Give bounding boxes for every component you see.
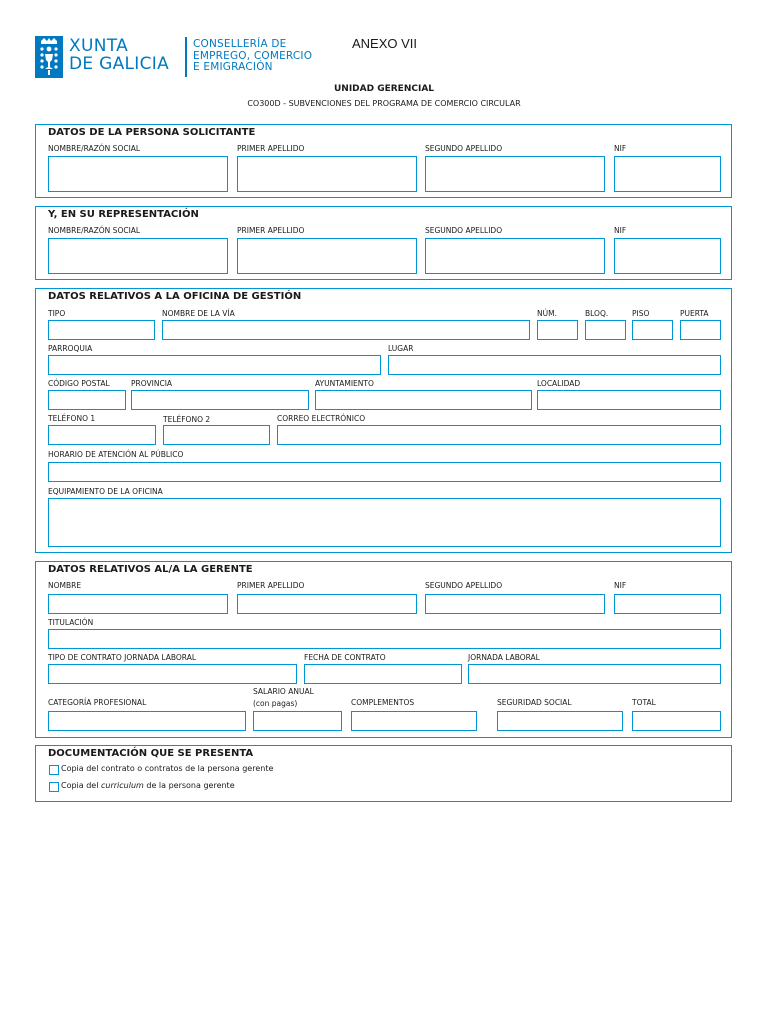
- complementos-input[interactable]: [351, 711, 477, 731]
- lugar-label: LUGAR: [388, 344, 414, 353]
- ayuntamiento-label: AYUNTAMIENTO: [315, 379, 374, 388]
- logo-wordmark: [69, 37, 169, 73]
- tel1-input[interactable]: [48, 425, 156, 445]
- xunta-logo: [35, 36, 335, 80]
- department-name: [193, 39, 312, 74]
- equipamiento-label: EQUIPAMIENTO DE LA OFICINA: [48, 487, 163, 496]
- cp-label: CÓDIGO POSTAL: [48, 379, 110, 388]
- titulacion-label: TITULACIÓN: [48, 618, 94, 627]
- primer-apellido-label: PRIMER APELLIDO: [237, 581, 305, 590]
- curriculum-label-post: de la persona gerente: [143, 781, 235, 790]
- email-input[interactable]: [277, 425, 721, 445]
- contrato-input[interactable]: [48, 664, 297, 684]
- horario-label: HORARIO DE ATENCIÓN AL PÚBLICO: [48, 450, 184, 459]
- representante-segundo-apellido-input[interactable]: [425, 238, 605, 274]
- department-line-2: EMPREGO, COMERCIO: [193, 49, 313, 62]
- gerente-nif-input[interactable]: [614, 594, 721, 614]
- categoria-label: CATEGORÍA PROFESIONAL: [48, 698, 147, 707]
- num-label: NÚM.: [537, 309, 557, 318]
- section-title: DOCUMENTACIÓN QUE SE PRESENTA: [48, 748, 254, 759]
- solicitante-segundo-apellido-input[interactable]: [425, 156, 605, 192]
- section-solicitante: [35, 124, 732, 198]
- categoria-input[interactable]: [48, 711, 246, 731]
- section-gerente: [35, 561, 732, 738]
- unit-title: UNIDAD GERENCIAL: [333, 84, 435, 94]
- tipo-label: TIPO: [48, 309, 66, 318]
- curriculum-checkbox-label: [61, 781, 235, 790]
- department-line-1: CONSELLERÍA DE: [193, 38, 287, 50]
- nif-label: NIF: [614, 144, 627, 153]
- nif-label: NIF: [614, 581, 627, 590]
- num-input[interactable]: [537, 320, 578, 340]
- contrato-checkbox[interactable]: [49, 765, 59, 775]
- section-title: DATOS RELATIVOS AL/A LA GERENTE: [48, 564, 253, 575]
- gerente-nombre-input[interactable]: [48, 594, 228, 614]
- salario-label-line-2: (con pagas): [253, 699, 298, 708]
- section-title: DATOS RELATIVOS A LA OFICINA DE GESTIÓN: [48, 291, 302, 302]
- representante-nombre-input[interactable]: [48, 238, 228, 274]
- titulacion-input[interactable]: [48, 629, 721, 649]
- salario-label-line-1: SALARIO ANUAL: [253, 687, 314, 696]
- piso-input[interactable]: [632, 320, 673, 340]
- equipamiento-input[interactable]: [48, 498, 721, 547]
- curriculum-label-pre: Copia del: [61, 781, 101, 790]
- nombre-label: NOMBRE: [48, 581, 82, 590]
- representante-primer-apellido-input[interactable]: [237, 238, 417, 274]
- anexo-label: ANEXO VII: [352, 36, 418, 51]
- provincia-label: PROVINCIA: [131, 379, 173, 388]
- unit-subtitle: CO300D - SUBVENCIONES DEL PROGRAMA DE COMERCIO CIRCULAR: [247, 99, 521, 108]
- puerta-input[interactable]: [680, 320, 721, 340]
- complementos-label: COMPLEMENTOS: [351, 698, 415, 707]
- jornada-label: JORNADA LABORAL: [468, 653, 540, 662]
- section-title: DATOS DE LA PERSONA SOLICITANTE: [48, 127, 256, 138]
- representante-nif-input[interactable]: [614, 238, 721, 274]
- section-oficina: [35, 288, 732, 553]
- gerente-segundo-apellido-input[interactable]: [425, 594, 605, 614]
- fecha-label: FECHA DE CONTRATO: [304, 653, 386, 662]
- solicitante-primer-apellido-input[interactable]: [237, 156, 417, 192]
- seguridad-input[interactable]: [497, 711, 623, 731]
- provincia-input[interactable]: [131, 390, 309, 410]
- galicia-coat-of-arms-icon: [35, 36, 63, 78]
- seguridad-label: SEGURIDAD SOCIAL: [497, 698, 572, 707]
- segundo-apellido-label: SEGUNDO APELLIDO: [425, 144, 503, 153]
- section-title: Y, EN SU REPRESENTACIÓN: [48, 209, 199, 220]
- salario-input[interactable]: [253, 711, 342, 731]
- curriculum-label-emphasis: curriculum: [101, 781, 144, 790]
- lugar-input[interactable]: [388, 355, 721, 375]
- tel2-label: TELÉFONO 2: [163, 415, 211, 424]
- email-label: CORREO ELECTRÓNICO: [277, 414, 366, 423]
- fecha-input[interactable]: [304, 664, 462, 684]
- jornada-input[interactable]: [468, 664, 721, 684]
- logo-line-1: XUNTA: [69, 36, 128, 56]
- solicitante-nombre-input[interactable]: [48, 156, 228, 192]
- piso-label: PISO: [632, 309, 650, 318]
- department-line-3: E EMIGRACIÓN: [193, 61, 273, 73]
- localidad-label: LOCALIDAD: [537, 379, 581, 388]
- contrato-label: TIPO DE CONTRATO JORNADA LABORAL: [48, 653, 196, 662]
- gerente-primer-apellido-input[interactable]: [237, 594, 417, 614]
- parroquia-input[interactable]: [48, 355, 381, 375]
- tel2-input[interactable]: [163, 425, 270, 445]
- section-documentacion: [35, 745, 732, 802]
- nombre-label: NOMBRE/RAZÓN SOCIAL: [48, 226, 141, 235]
- segundo-apellido-label: SEGUNDO APELLIDO: [425, 226, 503, 235]
- contrato-checkbox-label: Copia del contrato o contratos de la persona gerente: [61, 764, 274, 773]
- total-input[interactable]: [632, 711, 721, 731]
- tipo-input[interactable]: [48, 320, 155, 340]
- via-label: NOMBRE DE LA VÍA: [162, 309, 235, 318]
- localidad-input[interactable]: [537, 390, 721, 410]
- primer-apellido-label: PRIMER APELLIDO: [237, 144, 305, 153]
- horario-input[interactable]: [48, 462, 721, 482]
- bloq-label: BLOQ.: [585, 309, 609, 318]
- nif-label: NIF: [614, 226, 627, 235]
- cp-input[interactable]: [48, 390, 126, 410]
- puerta-label: PUERTA: [680, 309, 709, 318]
- section-representacion: [35, 206, 732, 280]
- parroquia-label: PARROQUIA: [48, 344, 93, 353]
- tel1-label: TELÉFONO 1: [48, 414, 96, 423]
- via-input[interactable]: [162, 320, 530, 340]
- logo-divider: [185, 37, 187, 77]
- segundo-apellido-label: SEGUNDO APELLIDO: [425, 581, 503, 590]
- bloq-input[interactable]: [585, 320, 626, 340]
- nombre-label: NOMBRE/RAZÓN SOCIAL: [48, 144, 141, 153]
- logo-line-2: DE GALICIA: [69, 54, 170, 74]
- total-label: TOTAL: [632, 698, 656, 707]
- solicitante-nif-input[interactable]: [614, 156, 721, 192]
- ayuntamiento-input[interactable]: [315, 390, 532, 410]
- curriculum-checkbox[interactable]: [49, 782, 59, 792]
- primer-apellido-label: PRIMER APELLIDO: [237, 226, 305, 235]
